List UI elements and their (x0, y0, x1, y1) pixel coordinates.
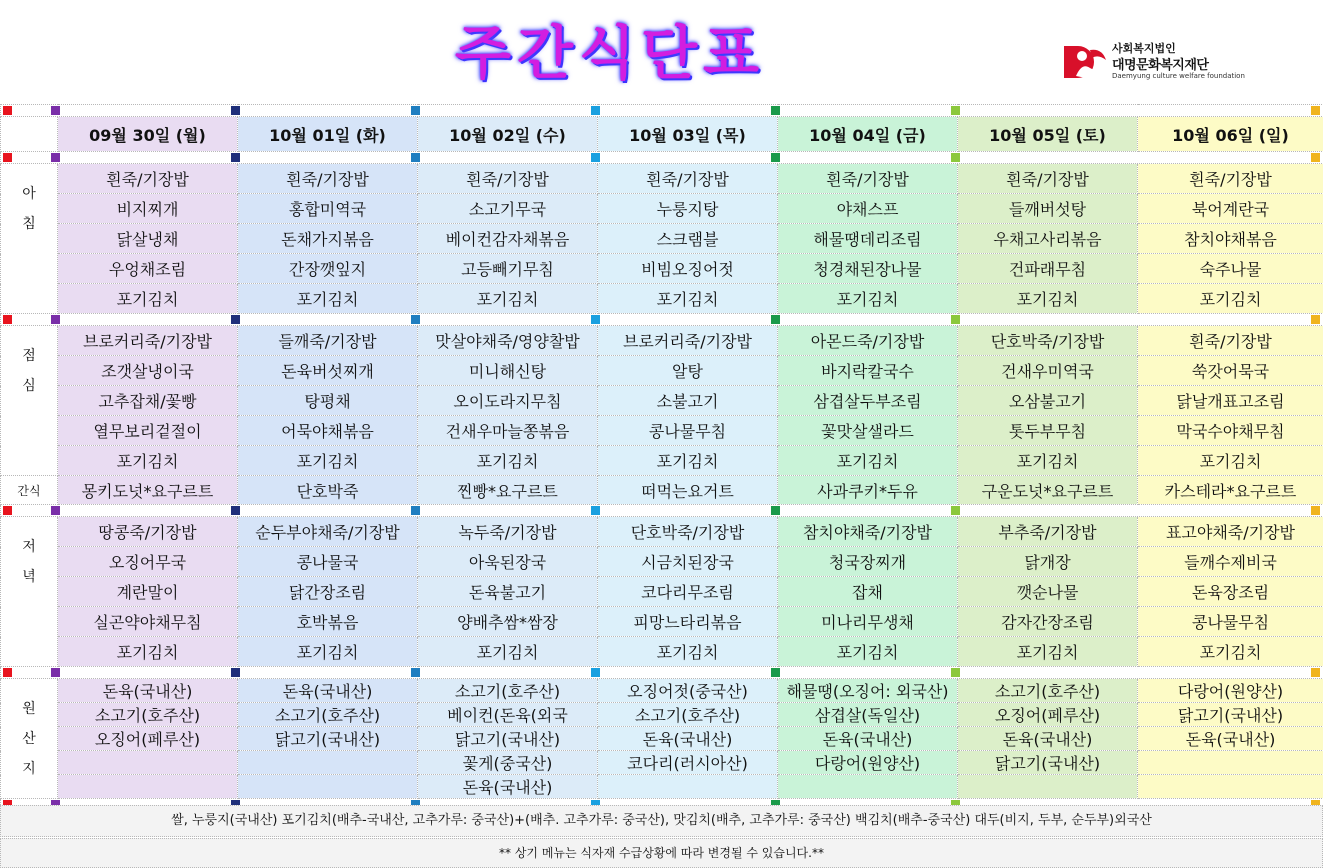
breakfast-menu-item: 홍합미역국 (238, 194, 418, 224)
section-label-char: 점 (22, 348, 36, 364)
dinner-menu-item: 순두부야채죽/기장밥 (238, 517, 418, 547)
breakfast-menu-item: 우채고사리볶음 (958, 224, 1138, 254)
header-corner (1, 117, 58, 152)
dinner-menu-item: 포기김치 (958, 637, 1138, 667)
color-marker (231, 315, 240, 324)
dinner-menu-item: 들깨수제비국 (1138, 547, 1323, 577)
breakfast-menu-item: 포기김치 (418, 284, 598, 314)
lunch-menu-item: 오삼불고기 (958, 386, 1138, 416)
color-marker (591, 153, 600, 162)
lunch-menu-item: 포기김치 (58, 446, 238, 476)
section-label-char: 저 (22, 539, 36, 555)
lunch-menu-item: 포기김치 (598, 446, 778, 476)
lunch-row (1, 386, 1323, 416)
breakfast-menu-item: 비지찌개 (58, 194, 238, 224)
breakfast-menu-item: 청경채된장나물 (778, 254, 958, 284)
separator-row (1, 505, 1323, 517)
color-marker (411, 506, 420, 515)
breakfast-menu-item: 간장깻잎지 (238, 254, 418, 284)
separator-row (1, 667, 1323, 679)
lunch-menu-item: 꽃맛살샐라드 (778, 416, 958, 446)
origin-menu-item (58, 751, 238, 775)
dinner-menu-item: 포기김치 (418, 637, 598, 667)
lunch-menu-item: 돈육버섯찌개 (238, 356, 418, 386)
day-header: 10월 01일 (화) (238, 117, 418, 152)
lunch-menu-item: 어묵야채볶음 (238, 416, 418, 446)
lunch-menu-item: 들깨죽/기장밥 (238, 326, 418, 356)
lunch-menu-item: 포기김치 (778, 446, 958, 476)
breakfast-menu-item: 야채스프 (778, 194, 958, 224)
origin-menu-item (598, 775, 778, 799)
foundation-logo (1062, 38, 1262, 86)
origin-menu-item (958, 775, 1138, 799)
lunch-menu-item: 톳두부무침 (958, 416, 1138, 446)
color-marker (231, 506, 240, 515)
breakfast-menu-item: 들깨버섯탕 (958, 194, 1138, 224)
color-marker (771, 668, 780, 677)
origin-menu-item: 꽃게(중국산) (418, 751, 598, 775)
dinner-menu-item: 미나리무생채 (778, 607, 958, 637)
lunch-row (1, 326, 1323, 356)
snack-menu-item: 사과쿠키*두유 (778, 476, 958, 505)
color-marker (591, 315, 600, 324)
color-marker (591, 106, 600, 115)
dinner-row (1, 517, 1323, 547)
day-header: 10월 04일 (금) (778, 117, 958, 152)
dinner-menu-item: 오징어무국 (58, 547, 238, 577)
day-header: 10월 02일 (수) (418, 117, 598, 152)
lunch-menu-item: 소불고기 (598, 386, 778, 416)
origin-menu-item (778, 775, 958, 799)
origin-menu-item: 삼겹살(독일산) (778, 703, 958, 727)
color-marker (411, 106, 420, 115)
dinner-menu-item: 콩나물무침 (1138, 607, 1323, 637)
origin-menu-item: 닭고기(국내산) (958, 751, 1138, 775)
lunch-menu-item: 포기김치 (958, 446, 1138, 476)
lunch-menu-item: 닭날개표고조림 (1138, 386, 1323, 416)
breakfast-row (1, 164, 1323, 194)
dinner-row (1, 637, 1323, 667)
change-notice: ** 상기 메뉴는 식자재 수급상황에 따라 변경될 수 있습니다.** (0, 838, 1323, 868)
breakfast-menu-item: 스크램블 (598, 224, 778, 254)
lunch-menu-item: 바지락칼국수 (778, 356, 958, 386)
lunch-menu-item: 포기김치 (1138, 446, 1323, 476)
color-marker (3, 506, 12, 515)
lunch-row (1, 356, 1323, 386)
lunch-menu-item: 브로커리죽/기장밥 (58, 326, 238, 356)
origin-menu-item: 다랑어(원양산) (778, 751, 958, 775)
section-label-dinner (1, 517, 58, 667)
breakfast-menu-item: 흰죽/기장밥 (778, 164, 958, 194)
dinner-menu-item: 콩나물국 (238, 547, 418, 577)
origin-row (1, 751, 1323, 775)
dinner-menu-item: 포기김치 (778, 637, 958, 667)
breakfast-menu-item: 흰죽/기장밥 (58, 164, 238, 194)
dinner-menu-item: 닭간장조림 (238, 577, 418, 607)
lunch-menu-item: 콩나물무침 (598, 416, 778, 446)
color-marker (411, 315, 420, 324)
origin-menu-item: 소고기(호주산) (418, 679, 598, 703)
origin-menu-item: 돈육(국내산) (778, 727, 958, 751)
dinner-menu-item: 참치야채죽/기장밥 (778, 517, 958, 547)
lunch-row (1, 416, 1323, 446)
snack-menu-item: 카스테라*요구르트 (1138, 476, 1323, 505)
color-marker (951, 106, 960, 115)
color-marker (3, 315, 12, 324)
color-marker (51, 506, 60, 515)
breakfast-menu-item: 누룽지탕 (598, 194, 778, 224)
breakfast-row (1, 224, 1323, 254)
origin-menu-item: 오징어(페루산) (958, 703, 1138, 727)
color-marker (1311, 106, 1320, 115)
lunch-menu-item: 흰죽/기장밥 (1138, 326, 1323, 356)
origin-menu-item: 돈육(국내산) (418, 775, 598, 799)
separator-row (1, 314, 1323, 326)
lunch-menu-item: 알탕 (598, 356, 778, 386)
dinner-menu-item: 녹두죽/기장밥 (418, 517, 598, 547)
section-label-char: 아 (22, 186, 36, 202)
origin-menu-item: 베이컨(돈육(외국 (418, 703, 598, 727)
snack-menu-item: 떠먹는요거트 (598, 476, 778, 505)
breakfast-menu-item: 참치야채볶음 (1138, 224, 1323, 254)
origin-menu-item: 오징어젓(중국산) (598, 679, 778, 703)
breakfast-menu-item: 건파래무침 (958, 254, 1138, 284)
color-marker (1311, 315, 1320, 324)
lunch-menu-item: 막국수야채무침 (1138, 416, 1323, 446)
color-marker (51, 153, 60, 162)
origin-note: 쌀, 누룽지(국내산) 포기김치(배추-국내산, 고추가루: 중국산)+(배추. 고추가루: 중국산), 맛김치(배추, 고추가루: 중국산) 백김치(배추-중국산) 대두(비지, 두부, 순두부)외국산 (0, 805, 1323, 837)
section-label-char: 침 (22, 216, 36, 232)
origin-menu-item: 닭고기(국내산) (418, 727, 598, 751)
breakfast-menu-item: 흰죽/기장밥 (238, 164, 418, 194)
breakfast-row (1, 254, 1323, 284)
dinner-menu-item: 땅콩죽/기장밥 (58, 517, 238, 547)
dinner-menu-item: 부추죽/기장밥 (958, 517, 1138, 547)
lunch-menu-item: 단호박죽/기장밥 (958, 326, 1138, 356)
breakfast-menu-item: 닭살냉채 (58, 224, 238, 254)
dinner-menu-item: 표고야채죽/기장밥 (1138, 517, 1323, 547)
dinner-row (1, 577, 1323, 607)
origin-menu-item: 닭고기(국내산) (238, 727, 418, 751)
section-label-origin (1, 679, 58, 799)
snack-menu-item: 몽키도넛*요구르트 (58, 476, 238, 505)
origin-menu-item: 닭고기(국내산) (1138, 703, 1323, 727)
separator-row (1, 105, 1323, 117)
color-marker (591, 506, 600, 515)
dinner-menu-item: 피망느타리볶음 (598, 607, 778, 637)
origin-row (1, 703, 1323, 727)
dinner-menu-item: 돈육장조림 (1138, 577, 1323, 607)
breakfast-menu-item: 흰죽/기장밥 (1138, 164, 1323, 194)
breakfast-menu-item: 흰죽/기장밥 (598, 164, 778, 194)
dinner-menu-item: 코다리무조림 (598, 577, 778, 607)
origin-menu-item: 소고기(호주산) (598, 703, 778, 727)
dinner-menu-item: 돈육불고기 (418, 577, 598, 607)
lunch-menu-item: 고추잡채/꽃빵 (58, 386, 238, 416)
logo-name: 대명문화복지재단 (1112, 58, 1209, 73)
dinner-menu-item: 포기김치 (598, 637, 778, 667)
color-marker (951, 506, 960, 515)
day-header: 10월 06일 (일) (1138, 117, 1323, 152)
color-marker (231, 153, 240, 162)
origin-menu-item: 코다리(러시아산) (598, 751, 778, 775)
dinner-menu-item: 포기김치 (58, 637, 238, 667)
color-marker (771, 106, 780, 115)
color-marker (771, 153, 780, 162)
foundation-logo-icon (1062, 42, 1108, 82)
dinner-menu-item: 포기김치 (238, 637, 418, 667)
lunch-menu-item: 탕평채 (238, 386, 418, 416)
color-marker (1311, 153, 1320, 162)
day-header: 10월 05일 (토) (958, 117, 1138, 152)
origin-menu-item: 다랑어(원양산) (1138, 679, 1323, 703)
dinner-row (1, 547, 1323, 577)
dinner-menu-item: 닭개장 (958, 547, 1138, 577)
dinner-menu-item: 단호박죽/기장밥 (598, 517, 778, 547)
origin-menu-item (238, 775, 418, 799)
color-marker (51, 315, 60, 324)
breakfast-menu-item: 포기김치 (58, 284, 238, 314)
color-marker (951, 153, 960, 162)
lunch-menu-item: 브로커리죽/기장밥 (598, 326, 778, 356)
snack-menu-item: 찐빵*요구르트 (418, 476, 598, 505)
section-label-char: 원 (22, 701, 36, 717)
dinner-menu-item: 깻순나물 (958, 577, 1138, 607)
origin-menu-item: 소고기(호주산) (58, 703, 238, 727)
origin-menu-item: 돈육(국내산) (58, 679, 238, 703)
color-marker (1311, 668, 1320, 677)
section-label-char: 심 (22, 378, 36, 394)
logo-english: Daemyung culture welfare foundation (1112, 72, 1245, 80)
color-marker (51, 106, 60, 115)
dinner-menu-item: 청국장찌개 (778, 547, 958, 577)
color-marker (1311, 506, 1320, 515)
breakfast-menu-item: 베이컨감자채볶음 (418, 224, 598, 254)
breakfast-menu-item: 포기김치 (238, 284, 418, 314)
breakfast-menu-item: 소고기무국 (418, 194, 598, 224)
dinner-menu-item: 양배추쌈*쌈장 (418, 607, 598, 637)
separator-row (1, 152, 1323, 164)
section-label-char: 녁 (22, 569, 36, 585)
lunch-menu-item: 오이도라지무침 (418, 386, 598, 416)
origin-row (1, 679, 1323, 703)
lunch-menu-item: 포기김치 (238, 446, 418, 476)
snack-menu-item: 단호박죽 (238, 476, 418, 505)
origin-menu-item: 돈육(국내산) (1138, 727, 1323, 751)
origin-menu-item (1138, 775, 1323, 799)
lunch-menu-item: 삼겹살두부조림 (778, 386, 958, 416)
date-header-row (1, 117, 1323, 152)
dinner-menu-item: 실곤약야채무침 (58, 607, 238, 637)
origin-menu-item (238, 751, 418, 775)
origin-menu-item: 돈육(국내산) (958, 727, 1138, 751)
origin-row (1, 727, 1323, 751)
color-marker (411, 153, 420, 162)
lunch-menu-item: 아몬드죽/기장밥 (778, 326, 958, 356)
breakfast-menu-item: 우엉채조림 (58, 254, 238, 284)
breakfast-menu-item: 비빔오징어젓 (598, 254, 778, 284)
lunch-row (1, 446, 1323, 476)
color-marker (3, 668, 12, 677)
color-marker (3, 153, 12, 162)
breakfast-menu-item: 흰죽/기장밥 (958, 164, 1138, 194)
lunch-menu-item: 쑥갓어묵국 (1138, 356, 1323, 386)
color-marker (231, 668, 240, 677)
breakfast-menu-item: 흰죽/기장밥 (418, 164, 598, 194)
dinner-menu-item: 시금치된장국 (598, 547, 778, 577)
color-marker (411, 668, 420, 677)
section-label-char: 산 (22, 731, 36, 747)
origin-menu-item (1138, 751, 1323, 775)
breakfast-row (1, 284, 1323, 314)
dinner-menu-item: 포기김치 (1138, 637, 1323, 667)
color-marker (51, 668, 60, 677)
dinner-row (1, 607, 1323, 637)
page-title: 주간식단표 (454, 19, 766, 87)
origin-menu-item: 돈육(국내산) (238, 679, 418, 703)
day-header: 09월 30일 (월) (58, 117, 238, 152)
origin-menu-item: 소고기(호주산) (958, 679, 1138, 703)
dinner-menu-item: 잡채 (778, 577, 958, 607)
color-marker (771, 315, 780, 324)
color-marker (771, 506, 780, 515)
origin-menu-item: 소고기(호주산) (238, 703, 418, 727)
breakfast-menu-item: 포기김치 (1138, 284, 1323, 314)
origin-row (1, 775, 1323, 799)
lunch-menu-item: 미니해신탕 (418, 356, 598, 386)
weekly-menu-table (0, 104, 1323, 811)
snack-row (1, 476, 1323, 505)
origin-menu-item: 오징어(페루산) (58, 727, 238, 751)
color-marker (231, 106, 240, 115)
lunch-menu-item: 건새우미역국 (958, 356, 1138, 386)
dinner-menu-item: 계란말이 (58, 577, 238, 607)
color-marker (951, 315, 960, 324)
breakfast-menu-item: 돈채가지볶음 (238, 224, 418, 254)
lunch-menu-item: 맛살야채죽/영양찰밥 (418, 326, 598, 356)
origin-menu-item (58, 775, 238, 799)
section-label-breakfast (1, 164, 58, 314)
section-label-lunch (1, 326, 58, 476)
origin-menu-item: 해물땡(오징어: 외국산) (778, 679, 958, 703)
breakfast-row (1, 194, 1323, 224)
dinner-menu-item: 호박볶음 (238, 607, 418, 637)
lunch-menu-item: 열무보리겉절이 (58, 416, 238, 446)
breakfast-menu-item: 숙주나물 (1138, 254, 1323, 284)
breakfast-menu-item: 포기김치 (778, 284, 958, 314)
breakfast-menu-item: 해물땡데리조림 (778, 224, 958, 254)
dinner-menu-item: 감자간장조림 (958, 607, 1138, 637)
lunch-menu-item: 조갯살냉이국 (58, 356, 238, 386)
color-marker (951, 668, 960, 677)
breakfast-menu-item: 포기김치 (598, 284, 778, 314)
section-label-snack: 간식 (1, 476, 58, 505)
lunch-menu-item: 포기김치 (418, 446, 598, 476)
breakfast-menu-item: 포기김치 (958, 284, 1138, 314)
color-marker (3, 106, 12, 115)
day-header: 10월 03일 (목) (598, 117, 778, 152)
snack-menu-item: 구운도넛*요구르트 (958, 476, 1138, 505)
color-marker (591, 668, 600, 677)
breakfast-menu-item: 북어계란국 (1138, 194, 1323, 224)
logo-subtitle: 사회복지법인 (1112, 42, 1176, 55)
dinner-menu-item: 아욱된장국 (418, 547, 598, 577)
lunch-menu-item: 건새우마늘쫑볶음 (418, 416, 598, 446)
breakfast-menu-item: 고등빼기무침 (418, 254, 598, 284)
section-label-char: 지 (22, 761, 36, 777)
origin-menu-item: 돈육(국내산) (598, 727, 778, 751)
